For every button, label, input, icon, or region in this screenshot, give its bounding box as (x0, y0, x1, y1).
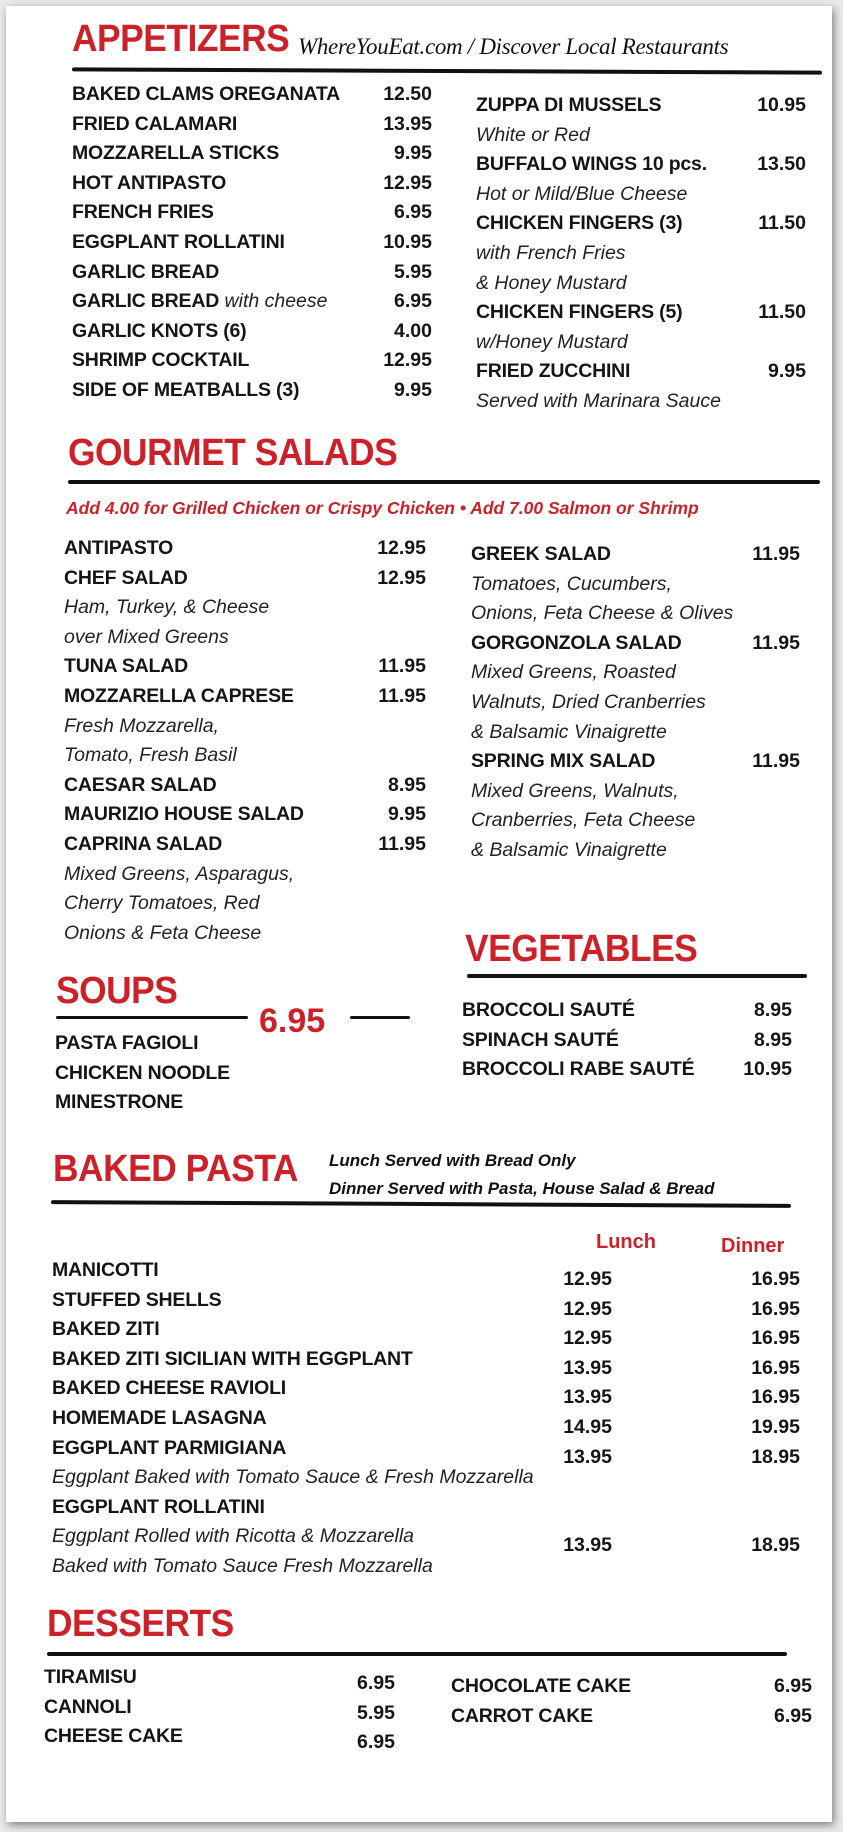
soups-list (55, 1029, 355, 1118)
menu-item (44, 1693, 395, 1723)
dinner-price: 16.95 (751, 1268, 800, 1290)
menu-item (462, 996, 792, 1026)
desserts-left-column (44, 1663, 395, 1752)
menu-item (64, 712, 426, 742)
item-description: Baked with Tomato Sauce Fresh Mozzarella (52, 1554, 433, 1577)
item-price: 11.95 (378, 832, 426, 855)
dinner-price: 16.95 (751, 1297, 800, 1320)
menu-item (64, 919, 426, 949)
item-name: TUNA SALAD (64, 655, 189, 678)
item-name: CANNOLI (44, 1695, 132, 1718)
menu-item (64, 623, 426, 653)
item-name: FRENCH FRIES (72, 201, 214, 224)
item-price: 4.00 (394, 319, 432, 342)
item-description: & Honey Mustard (476, 271, 627, 294)
item-price: 10.95 (383, 230, 432, 253)
item-name: FRIED ZUCCHINI (476, 360, 631, 383)
dinner-price: 19.95 (751, 1415, 800, 1438)
item-name: CHEESE CAKE (44, 1725, 183, 1748)
item-name: EGGPLANT ROLLATINI (72, 230, 285, 253)
item-description: Walnuts, Dried Cranberries (471, 690, 706, 713)
item-name: CHICKEN FINGERS (5) (476, 301, 683, 324)
menu-item (476, 269, 806, 299)
item-price: 12.50 (383, 83, 432, 105)
salads-note: Add 4.00 for Grilled Chicken or Crispy Chicken • Add 7.00 Salmon or Shrimp (66, 498, 699, 518)
baked-pasta-list (52, 1256, 802, 1582)
menu-item (471, 570, 800, 600)
item-description: with French Fries (476, 241, 626, 264)
item-name: ANTIPASTO (64, 537, 174, 559)
item-description: Served with Marinara Sauce (476, 389, 721, 412)
menu-item (471, 747, 800, 777)
menu-item (476, 239, 806, 269)
menu-item (64, 771, 426, 801)
menu-item (471, 629, 800, 659)
item-description: Eggplant Rolled with Ricotta & Mozzarella (52, 1525, 415, 1548)
dinner-column-header: Dinner (721, 1235, 785, 1257)
item-name: MOZZARELLA STICKS (72, 142, 280, 165)
vegetables-title: VEGETABLES (465, 928, 698, 970)
menu-item (52, 1315, 802, 1350)
item-price: 6.95 (774, 1704, 812, 1727)
menu-item (64, 564, 426, 594)
item-name: SPRING MIX SALAD (471, 750, 656, 773)
item-name: SHRIMP COCKTAIL (72, 349, 250, 372)
item-description: Tomatoes, Cucumbers, (471, 572, 672, 595)
item-name: BAKED ZITI (52, 1318, 160, 1341)
item-name: PASTA FAGIOLI (55, 1032, 199, 1054)
item-price: 11.95 (378, 655, 426, 678)
lunch-price: 12.95 (563, 1297, 612, 1320)
salads-left-column (64, 534, 426, 948)
menu-item (52, 1493, 802, 1523)
item-description: Mixed Greens, Asparagus, (64, 862, 295, 885)
soups-title: SOUPS (56, 970, 178, 1012)
desserts-right-column (451, 1672, 812, 1731)
menu-item (476, 121, 806, 151)
item-description: Mixed Greens, Walnuts, (471, 779, 679, 802)
item-name: CAESAR SALAD (64, 773, 217, 796)
menu-item (72, 287, 432, 317)
soups-price: 6.95 (259, 1002, 326, 1040)
item-price: 6.95 (357, 1731, 395, 1754)
item-name: HOT ANTIPASTO (72, 171, 227, 194)
appetizers-right-column (476, 91, 806, 417)
item-price: 11.95 (752, 750, 800, 773)
item-name: STUFFED SHELLS (52, 1288, 222, 1311)
item-description: Eggplant Baked with Tomato Sauce & Fresh Mozzarella (52, 1466, 534, 1489)
menu-item (44, 1663, 395, 1693)
divider (467, 974, 807, 978)
item-description: Onions, Feta Cheese & Olives (471, 602, 734, 625)
menu-item (52, 1434, 802, 1468)
item-description: Onions & Feta Cheese (64, 921, 262, 944)
item-name: BAKED CHEESE RAVIOLI (52, 1377, 286, 1400)
desserts-title: DESSERTS (47, 1603, 234, 1645)
menu-item (451, 1702, 812, 1732)
divider (56, 1016, 248, 1019)
divider (68, 480, 820, 484)
menu-item (471, 599, 800, 629)
item-name: CAPRINA SALAD (64, 832, 223, 855)
dinner-price: 16.95 (751, 1386, 800, 1409)
menu-item (72, 198, 432, 228)
lunch-price: 13.95 (563, 1534, 612, 1557)
menu-item (476, 209, 806, 239)
menu-item (64, 652, 426, 682)
item-name: BROCCOLI RABE SAUTÉ (462, 1058, 695, 1081)
item-name: GREEK SALAD (471, 543, 611, 565)
menu-item (476, 357, 806, 387)
menu-item (52, 1463, 802, 1493)
baked-pasta-title: BAKED PASTA (53, 1148, 298, 1190)
item-description: over Mixed Greens (64, 625, 229, 648)
item-price: 11.50 (758, 212, 806, 235)
item-price: 11.50 (758, 301, 806, 324)
menu-item (471, 806, 800, 836)
menu-item (55, 1059, 355, 1089)
item-name: GARLIC KNOTS (6) (72, 319, 247, 342)
item-name: MAURIZIO HOUSE SALAD (64, 803, 304, 826)
divider (350, 1016, 410, 1019)
menu-item (471, 658, 800, 688)
menu-item (52, 1345, 802, 1379)
menu-item (72, 110, 432, 140)
lunch-price: 13.95 (563, 1356, 612, 1379)
menu-item (72, 346, 432, 376)
item-name: SPINACH SAUTÉ (462, 1028, 619, 1051)
menu-item (64, 860, 426, 890)
item-price: 5.95 (394, 260, 432, 283)
menu-item (72, 376, 432, 406)
baked-pasta-dinner-note: Dinner Served with Pasta, House Salad & Bread (329, 1179, 715, 1198)
dinner-price: 16.95 (751, 1356, 800, 1379)
menu-item (52, 1256, 802, 1290)
item-price: 9.95 (394, 378, 432, 401)
item-description: Cherry Tomatoes, Red (64, 892, 260, 915)
item-price: 5.95 (357, 1701, 395, 1724)
menu-item (52, 1522, 802, 1557)
watermark: WhereYouEat.com / Discover Local Restaurants (298, 34, 729, 59)
item-name: BAKED CLAMS OREGANATA (72, 83, 341, 105)
baked-pasta-lunch-note: Lunch Served with Bread Only (329, 1151, 576, 1170)
lunch-price: 13.95 (563, 1445, 612, 1468)
menu-item (44, 1722, 395, 1752)
item-name: MANICOTTI (52, 1259, 159, 1281)
item-price: 6.95 (357, 1672, 395, 1694)
item-suffix: with cheese (219, 290, 328, 313)
menu-item (52, 1374, 802, 1409)
menu-item (462, 1026, 792, 1056)
lunch-price: 12.95 (563, 1268, 612, 1290)
item-price: 6.95 (394, 290, 432, 313)
item-price: 9.95 (388, 803, 426, 826)
item-name: EGGPLANT ROLLATINI (52, 1495, 265, 1518)
menu-item (72, 80, 432, 110)
item-name: EGGPLANT PARMIGIANA (52, 1436, 287, 1459)
menu-item (462, 1055, 792, 1085)
appetizers-left-column (72, 80, 432, 406)
item-price: 13.50 (757, 153, 806, 176)
item-price: 9.95 (394, 142, 432, 165)
item-price: 9.95 (768, 360, 806, 383)
menu-item (64, 682, 426, 712)
item-price: 8.95 (388, 773, 426, 796)
lunch-price: 12.95 (563, 1327, 612, 1350)
dinner-price: 16.95 (751, 1327, 800, 1350)
item-price: 12.95 (383, 349, 432, 372)
menu-item (72, 228, 432, 258)
menu-item (451, 1672, 812, 1702)
item-price: 8.95 (754, 999, 792, 1021)
menu-item (72, 317, 432, 347)
item-price: 6.95 (394, 201, 432, 224)
item-name: BAKED ZITI SICILIAN WITH EGGPLANT (52, 1347, 413, 1370)
lunch-column-header: Lunch (596, 1231, 656, 1253)
item-description: Fresh Mozzarella, (64, 714, 219, 737)
menu-item (72, 139, 432, 169)
menu-item (476, 180, 806, 210)
item-name: MINESTRONE (55, 1091, 184, 1114)
divider (47, 1652, 787, 1656)
salads-title: GOURMET SALADS (68, 432, 398, 474)
item-name: CARROT CAKE (451, 1704, 593, 1727)
item-price: 10.95 (757, 94, 806, 116)
menu-page (6, 6, 832, 1822)
menu-item (64, 593, 426, 623)
salads-right-column (471, 540, 800, 866)
lunch-price: 14.95 (563, 1415, 612, 1438)
menu-item (55, 1029, 355, 1059)
menu-item (476, 387, 806, 417)
item-price: 6.95 (774, 1675, 812, 1697)
menu-item (471, 777, 800, 807)
menu-item (471, 688, 800, 718)
menu-item (476, 150, 806, 180)
menu-item (72, 258, 432, 288)
item-description: w/Honey Mustard (476, 330, 628, 353)
menu-item (52, 1286, 802, 1320)
item-name: CHOCOLATE CAKE (451, 1675, 631, 1697)
item-name: GARLIC BREAD (72, 290, 220, 313)
menu-item (471, 836, 800, 866)
menu-item (55, 1088, 355, 1118)
divider (72, 67, 822, 74)
item-description: Tomato, Fresh Basil (64, 744, 237, 767)
item-name: SIDE OF MEATBALLS (3) (72, 378, 300, 401)
divider (51, 1200, 791, 1208)
item-description: Mixed Greens, Roasted (471, 661, 676, 684)
vegetables-list (462, 996, 792, 1085)
menu-item (64, 889, 426, 919)
menu-item (476, 91, 806, 121)
item-price: 12.95 (377, 566, 426, 589)
item-name: TIRAMISU (44, 1666, 137, 1688)
item-price: 12.95 (377, 537, 426, 559)
appetizers-title: APPETIZERS (72, 18, 290, 60)
item-description: White or Red (476, 123, 590, 146)
menu-item (471, 540, 800, 570)
menu-item (52, 1404, 802, 1438)
item-price: 11.95 (752, 631, 800, 654)
menu-item (64, 534, 426, 564)
menu-item (476, 328, 806, 358)
item-name: FRIED CALAMARI (72, 112, 238, 135)
item-price: 11.95 (752, 543, 800, 565)
lunch-price: 13.95 (563, 1386, 612, 1409)
item-description: Cranberries, Feta Cheese (471, 809, 696, 832)
item-name: CHICKEN FINGERS (3) (476, 212, 683, 235)
menu-item (72, 169, 432, 199)
item-price: 11.95 (378, 684, 426, 707)
item-description: Ham, Turkey, & Cheese (64, 596, 270, 619)
item-name: ZUPPA DI MUSSELS (476, 94, 662, 116)
item-name: GORGONZOLA SALAD (471, 631, 682, 654)
item-description: & Balsamic Vinaigrette (471, 720, 667, 743)
item-name: CHEF SALAD (64, 566, 188, 589)
dinner-price: 18.95 (751, 1534, 800, 1557)
item-name: MOZZARELLA CAPRESE (64, 684, 294, 707)
item-name: BUFFALO WINGS 10 pcs. (476, 153, 707, 176)
menu-item (64, 741, 426, 771)
item-description: Hot or Mild/Blue Cheese (476, 182, 688, 205)
item-price: 8.95 (754, 1028, 792, 1051)
dinner-price: 18.95 (751, 1445, 800, 1468)
item-name: CHICKEN NOODLE (55, 1061, 230, 1084)
item-price: 10.95 (743, 1058, 792, 1081)
menu-item (476, 298, 806, 328)
menu-item (64, 800, 426, 830)
item-description: & Balsamic Vinaigrette (471, 838, 667, 861)
menu-item (52, 1552, 802, 1582)
item-name: GARLIC BREAD (72, 260, 220, 283)
menu-item (64, 830, 426, 860)
menu-item (471, 718, 800, 748)
item-name: HOMEMADE LASAGNA (52, 1406, 267, 1429)
item-price: 12.95 (383, 171, 432, 194)
item-name: BROCCOLI SAUTÉ (462, 999, 635, 1021)
item-price: 13.95 (383, 112, 432, 135)
